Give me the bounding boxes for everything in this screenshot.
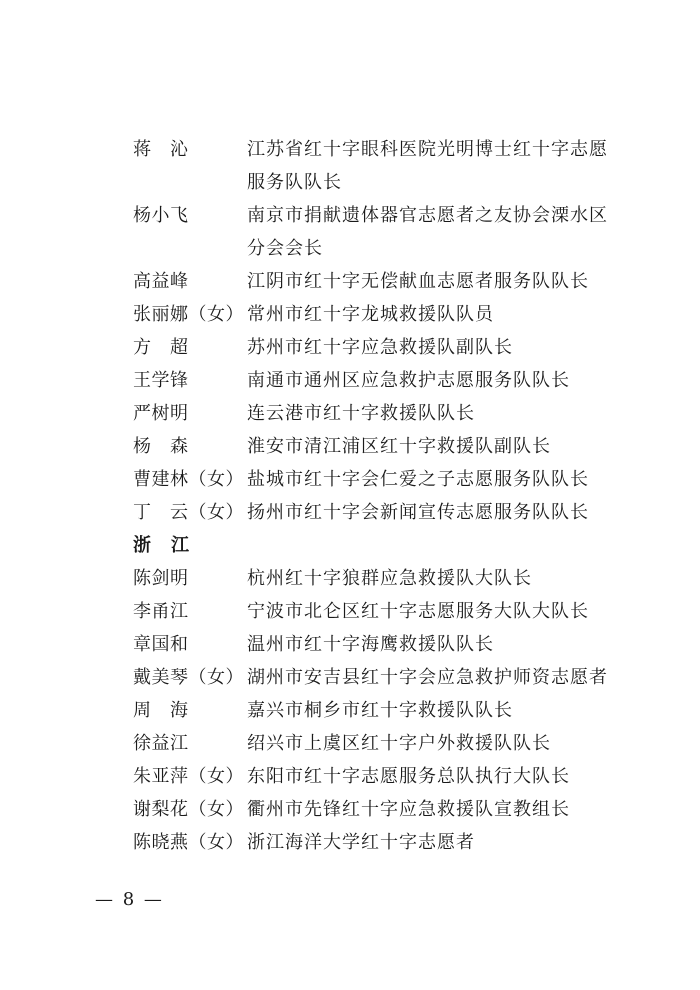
list-item: [133, 793, 633, 826]
honoree-position: 江阴市红十字无偿献血志愿者服务队队长: [247, 271, 589, 292]
zhejiang-entries: [133, 562, 633, 859]
list-item: [133, 199, 633, 265]
honoree-position: 绍兴市上虞区红十字户外救援队队长: [247, 733, 551, 754]
honoree-name: 章国和: [133, 634, 189, 655]
list-item: [133, 265, 633, 298]
list-item: [133, 562, 633, 595]
list-item: [133, 694, 633, 727]
honoree-name: 方 超: [133, 337, 189, 358]
honoree-position: 淮安市清江浦区红十字救援队副队长: [247, 436, 551, 457]
list-item: [133, 364, 633, 397]
honoree-name: 王学锋: [133, 370, 189, 391]
honoree-list: [133, 133, 633, 859]
honoree-position: 东阳市红十字志愿服务总队执行大队长: [247, 766, 570, 787]
list-item: [133, 298, 633, 331]
honoree-name: 朱亚萍（女）: [133, 766, 244, 787]
honoree-name: 陈晓燕（女）: [133, 832, 244, 853]
list-item: [133, 628, 633, 661]
honoree-position: 盐城市红十字会仁爱之子志愿服务队队长: [247, 469, 589, 490]
honoree-position: 衢州市先锋红十字应急救援队宣教组长: [247, 799, 570, 820]
honoree-name: 丁 云（女）: [133, 502, 244, 523]
list-item: [133, 463, 633, 496]
honoree-name: 张丽娜（女）: [133, 304, 244, 325]
honoree-position: 嘉兴市桐乡市红十字救援队队长: [247, 700, 513, 721]
page-number: — 8 —: [95, 889, 164, 910]
honoree-position: 苏州市红十字应急救援队副队长: [247, 337, 513, 358]
jiangsu-entries: [133, 133, 633, 529]
list-item: [133, 133, 633, 199]
list-item: [133, 661, 633, 694]
list-item: [133, 826, 633, 859]
honoree-name: 陈剑明: [133, 568, 189, 589]
honoree-name: 周 海: [133, 700, 189, 721]
list-item: [133, 397, 633, 430]
honoree-name: 严树明: [133, 403, 189, 424]
list-item: [133, 727, 633, 760]
honoree-position: 湖州市安吉县红十字会应急救护师资志愿者: [247, 667, 608, 688]
honoree-position: 宁波市北仑区红十字志愿服务大队大队长: [247, 601, 589, 622]
honoree-position: 杭州红十字狼群应急救援队大队长: [247, 568, 532, 589]
list-item: [133, 331, 633, 364]
honoree-name: 曹建林（女）: [133, 469, 244, 490]
honoree-position: 南京市捐献遗体器官志愿者之友协会溧水区 分会会长: [247, 205, 608, 259]
honoree-position: 连云港市红十字救援队队长: [247, 403, 475, 424]
list-item: [133, 595, 633, 628]
list-item: [133, 430, 633, 463]
honoree-name: 谢梨花（女）: [133, 799, 244, 820]
honoree-name: 戴美琴（女）: [133, 667, 244, 688]
honoree-name: 李甬江: [133, 601, 189, 622]
honoree-name: 杨 森: [133, 436, 189, 457]
list-item: [133, 496, 633, 529]
honoree-position: 温州市红十字海鹰救援队队长: [247, 634, 494, 655]
honoree-name: 蒋 沁: [133, 139, 189, 160]
honoree-position: 江苏省红十字眼科医院光明博士红十字志愿 服务队队长: [247, 139, 608, 193]
honoree-position: 常州市红十字龙城救援队队员: [247, 304, 494, 325]
honoree-position: 南通市通州区应急救护志愿服务队队长: [247, 370, 570, 391]
honoree-position: 浙江海洋大学红十字志愿者: [247, 832, 475, 853]
honoree-name: 高益峰: [133, 271, 189, 292]
section-heading-zhejiang: 浙 江: [133, 535, 190, 556]
honoree-name: 徐益江: [133, 733, 189, 754]
list-item: [133, 760, 633, 793]
honoree-position: 扬州市红十字会新闻宣传志愿服务队队长: [247, 502, 589, 523]
honoree-name: 杨小飞: [133, 205, 189, 226]
